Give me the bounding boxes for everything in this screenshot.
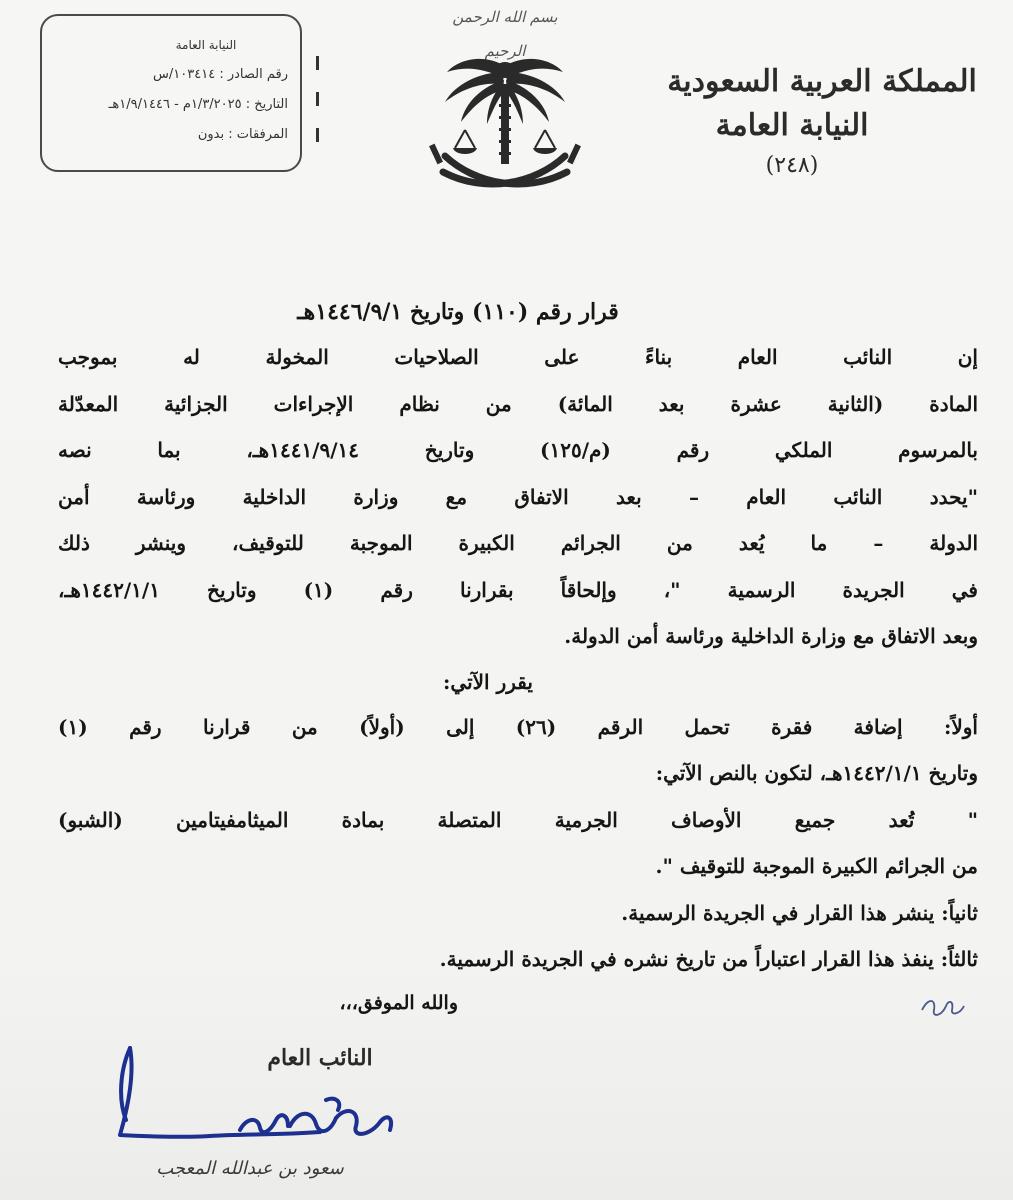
- issue-date: التاريخ : ١/٣/٢٠٢٥م - ١/٩/١٤٤٦هـ: [108, 97, 288, 112]
- closing-line: [58, 983, 978, 1023]
- item-1-line: وتاريخ ١٤٤٢/١/١هـ، لتكون بالنص الآتي:: [655, 761, 978, 785]
- attachments: المرفقات : بدون: [197, 127, 288, 142]
- preamble-line: إن النائب العام بناءً على الصلاحيات المخولة له بموجب: [58, 345, 978, 369]
- item-1-text: إضافة فقرة تحمل الرقم (٢٦) إلى (أولاً) من قرارنا رقم (١): [58, 714, 903, 739]
- item-3-lead: ثالثاً:: [940, 947, 978, 971]
- letterhead: [0, 0, 1013, 210]
- signature-block: [60, 1030, 460, 1190]
- item-1-line: " تُعد جميع الأوصاف الجرمية المتصلة بمادة الميثامفيتامين (الشبو): [58, 807, 978, 832]
- preamble-line: وبعد الاتفاق مع وزارة الداخلية ورئاسة أمن الدولة.: [564, 624, 978, 648]
- document-body: [58, 290, 978, 1023]
- preamble-line: الدولة – ما يُعد من الجرائم الكبيرة الموجبة للتوقيف، وينشر ذلك: [58, 531, 978, 555]
- agency-name: النيابة العامة: [715, 108, 869, 143]
- item-1-lead: أولاً:: [943, 714, 978, 739]
- item-2-lead: ثانياً:: [941, 900, 978, 925]
- preamble-line: المادة (الثانية عشرة بعد المائة) من نظام الإجراءات الجزائية المعدّلة: [58, 391, 978, 416]
- handwritten-signature-icon: [90, 1040, 430, 1150]
- item-2-line: [58, 890, 978, 937]
- basmala: بسم الله الرحمن الرحيم: [452, 8, 558, 60]
- item-1-line: [58, 704, 978, 751]
- reference-box-title: النيابة العامة: [175, 38, 237, 52]
- preamble-line: بالمرسوم الملكي رقم (م/١٢٥) وتاريخ ١٤٤١/٩/١٤هـ، بما نصه: [58, 438, 978, 462]
- preamble-line: في الجريدة الرسمية "، وإلحاقاً بقرارنا رقم (١) وتاريخ ١٤٤٢/١/١هـ،: [58, 577, 978, 602]
- agency-code: (٢٤٨): [765, 153, 819, 178]
- decision-items: [58, 704, 978, 983]
- country-name: المملكة العربية السعودية: [667, 64, 977, 99]
- ministry-heading: [657, 60, 987, 184]
- issued-number: رقم الصادر : ١٠٣٤١٤/س: [153, 67, 288, 82]
- signatory-title: النائب العام: [267, 1045, 373, 1071]
- reference-marks: [316, 56, 328, 164]
- reference-box: [40, 14, 302, 172]
- item-1-line: من الجرائم الكبيرة الموجبة للتوقيف ".: [655, 854, 978, 878]
- preamble-line: "يحدد النائب العام – بعد الاتفاق مع وزارة الداخلية ورئاسة أمن: [58, 484, 978, 509]
- preamble: [58, 334, 978, 660]
- item-3-text: ينفذ هذا القرار اعتباراً من تاريخ نشره في الجريدة الرسمية.: [439, 947, 934, 971]
- initials-mark-icon: [918, 988, 968, 1024]
- closing-text: والله الموفق،،،: [339, 991, 458, 1014]
- item-2-text: ينشر هذا القرار في الجريدة الرسمية.: [621, 900, 935, 925]
- decides-heading: يقرر الآتي:: [443, 669, 533, 694]
- signatory-name: سعود بن عبدالله المعجب: [156, 1158, 344, 1179]
- decision-title: قرار رقم (١١٠) وتاريخ ١٤٤٦/٩/١هـ: [297, 299, 619, 325]
- saudi-emblem-icon: [425, 44, 585, 204]
- item-3-line: [58, 936, 978, 983]
